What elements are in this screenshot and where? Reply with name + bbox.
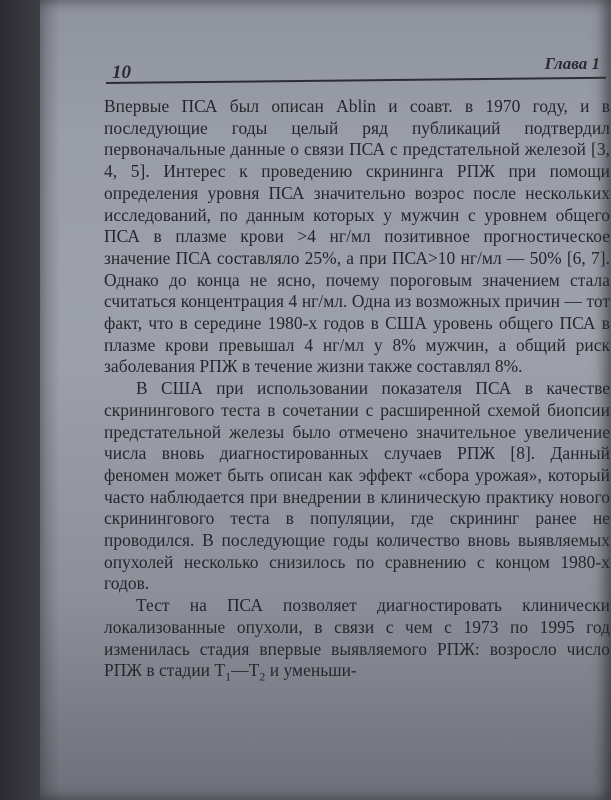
stage-dash: —T xyxy=(231,660,260,681)
stage-subscript-1: 1 xyxy=(225,669,232,684)
paragraph-1: Впервые ПСА был описан Ablin и соавт. в 1970 году, и в последующие годы целый ряд публикаций подтвердил первоначальные данные о связи ПСА с предстательной железой [3, 4, 5]. Интерес к проведению скрининга РПЖ при помощи определения уровня ПСА значительно возрос после нескольких исследований, по данным которых у мужчин с уровнем общего ПСА в плазме крови >4 нг/мл позитивное прогностическое значение ПСА составляло 25%, а при ПСА>10 нг/мл — 50% [6, 7]. Однако до конца не ясно, почему пороговым значением стала считаться концентрация 4 нг/мл. Одна из возможных причин — тот факт, что в середине 1980-х годов в США уровень общего ПСА в плазме крови превышал 4 нг/мл у 8% мужчин, а общий риск заболевания РПЖ в течение жизни также составлял 8%. xyxy=(104,96,610,377)
body-text xyxy=(104,96,610,682)
book-page xyxy=(40,0,611,800)
paragraph-2: В США при использовании показателя ПСА в качестве скринингового теста в сочетании с расширенной схемой биопсии предстательной железы было отмечено значительное увеличение числа вновь диагностированных случаев РПЖ [8]. Данный феномен может быть описан как эффект «сбора урожая», который часто наблюдается при внедрении в клиническую практику нового скринингового теста в популяции, где скрининг ранее не проводился. В последующие годы количество вновь выявляемых опухолей несколько снизилось по сравнению с концом 1980-х годов. xyxy=(104,378,610,594)
paragraph-3 xyxy=(104,595,610,682)
stage-subscript-2: 2 xyxy=(259,669,266,684)
page-number: 10 xyxy=(112,62,131,83)
paragraph-3-text: Тест на ПСА позволяет диагностировать клинически локализованные опухоли, в связи с чем с 1973 по 1995 год изменилась стадия впервые выявляемого РПЖ: возросло число РПЖ в стадии T xyxy=(104,595,610,681)
paragraph-3-end: и уменьши- xyxy=(265,660,357,681)
chapter-title: Глава 1 xyxy=(544,54,600,73)
